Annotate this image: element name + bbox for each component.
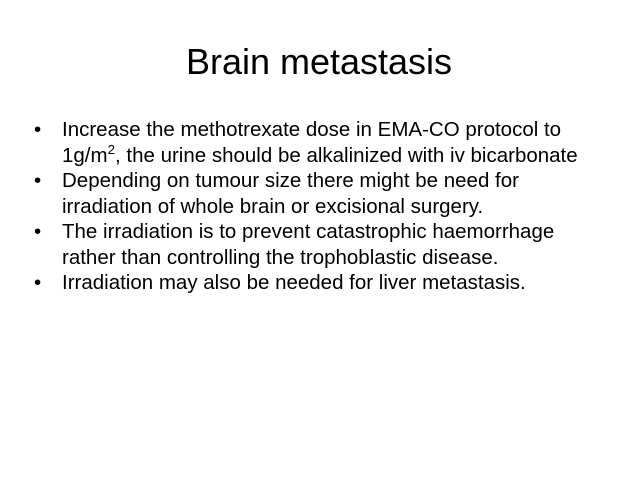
bullet-text: Depending on tumour size there might be need for irradiation of whole brain or excisional surgery. — [62, 169, 519, 218]
bullet-text — [62, 118, 578, 167]
bullet-list — [34, 117, 604, 296]
bullet-item-liver-metastasis — [34, 270, 604, 296]
bullet-dot: • — [34, 220, 42, 243]
slide-title: Brain metastasis — [185, 41, 453, 82]
bullet-text-part: , the urine should be alkalinized with iv bicarbonate — [114, 143, 578, 167]
bullet-item-tumour-size — [34, 168, 604, 219]
bullet-dot: • — [34, 271, 42, 294]
superscript: 2 — [107, 141, 115, 157]
bullet-text-part: Increase the methotrexate dose in EMA-CO protocol to 1g/m — [62, 118, 562, 167]
bullet-text: The irradiation is to prevent catastrophic haemorrhage rather than controlling the trophoblastic disease. — [62, 220, 555, 269]
bullet-dot: • — [34, 169, 42, 192]
bullet-text: Irradiation may also be needed for liver metastasis. — [62, 271, 526, 294]
bullet-dot: • — [34, 118, 42, 141]
bullet-item-irradiation-purpose — [34, 219, 604, 270]
bullet-item-methotrexate — [34, 117, 604, 168]
